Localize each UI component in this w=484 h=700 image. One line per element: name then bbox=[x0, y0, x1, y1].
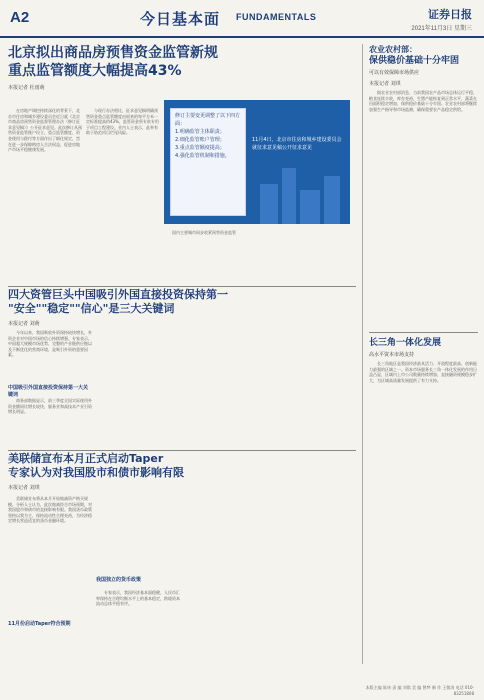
masthead bbox=[0, 0, 484, 38]
right-body-col-2 bbox=[369, 361, 479, 681]
second-byline: 本报记者 刘萌 bbox=[8, 321, 40, 327]
lead-caption: 国内主要城市同步收紧预售资金监管 bbox=[172, 230, 236, 235]
infographic-line: 修订主要变更调整了以下四方面： bbox=[175, 113, 241, 127]
third-body-text-2: 专家表示，我国经济基本面稳健，人民币汇率保持在合理均衡水平上的基本稳定，跨境资本流动总体平稳有序。 bbox=[96, 590, 180, 607]
right-column bbox=[362, 44, 478, 664]
right-body-text: 据农业农村部消息，当前我国农产品市场总体运行平稳，粮食连续丰收，库存充裕，生猪产能恢复到正常水平，蔬菜在田面积稳定增加，保供稳价基础十分牢固。农业农村部将继续加强生产指导和市场监测，确保重要农产品稳定供给。 bbox=[369, 90, 477, 112]
second-body-text: 今年以来，我国吸收外资保持较快增长，外资企业对中国市场的信心持续增强。专家表示，中国超大规模市场优势、完整的产业链供应链以及不断优化的营商环境，是吸引外资的重要因素。 bbox=[8, 330, 92, 358]
second-subhead: 中国吸引外国直接投资保持第一大关键词 bbox=[8, 385, 89, 398]
lead-headline-2[interactable]: 重点监管额度大幅提高43% bbox=[8, 63, 182, 79]
third-byline: 本报记者 刘琪 bbox=[8, 485, 40, 491]
lead-body-col-2 bbox=[86, 108, 160, 284]
third-subhead-2: 我国独立的货币政策 bbox=[96, 577, 142, 583]
right-body-text-2: 长三角地区是我国经济最具活力、开放程度最高、创新能力最强的区域之一。资本市场服务长三角一体化发展的作用日益凸显，区域内上市公司数量持续增加，直接融资规模稳步扩大，为区域高质量发展提供了有力支持。 bbox=[369, 361, 477, 383]
right-headline[interactable]: 保供稳价基础十分牢固 bbox=[369, 56, 460, 66]
section-title-en: FUNDAMENTALS bbox=[236, 12, 317, 22]
second-body-col-2 bbox=[8, 398, 92, 448]
issue-date: 2021年11月3日 星期三 bbox=[411, 26, 472, 32]
third-headline-1[interactable]: 美联储宣布本月正式启动Taper bbox=[8, 452, 164, 465]
section-title: 今日基本面 bbox=[140, 10, 221, 28]
third-headline-2[interactable]: 专家认为对我国股市和债市影响有限 bbox=[8, 466, 184, 479]
building-shape bbox=[260, 184, 278, 224]
section-divider bbox=[8, 286, 356, 287]
lead-byline: 本报记者 杜雨萌 bbox=[8, 85, 45, 91]
second-story bbox=[8, 288, 356, 327]
infographic-line: 3.重点监管额度提高； bbox=[175, 145, 225, 151]
right-subheadline-2: 高水平资本市场支持 bbox=[369, 352, 415, 358]
page-footer: 本版主编 陈炜 责 编 刘琪 美 编 曾梦 制 作 王敬涛 电话 010-83251808 bbox=[365, 685, 474, 696]
right-headline-2[interactable]: 长三角一体化发展 bbox=[369, 338, 442, 348]
lead-caption-area bbox=[164, 230, 350, 282]
lead-body-text: 在房地产调控持续深化的背景下，北京市住房和城乡建设委员会近日就《北京市商品房预售资金监督管理办法（修订征求意见稿）》公开征求意见。此次修订从预售资金监管账户设立、重点监管额度、资金使用与拨付等方面作出了细化规定，旨在进一步保障购房人合法权益，促进房地产市场平稳健康发展。 bbox=[8, 108, 82, 153]
infographic-box bbox=[170, 108, 246, 216]
second-body-col-1 bbox=[8, 330, 92, 380]
third-body-text: 美联储宣布将从本月开始缩减资产购买规模。分析人士认为，此次缩减符合市场预期，对我国股市和债市的直接影响有限。我国货币政策坚持以我为主，保持流动性合理充裕，为经济稳定增长营造适宜的货币金融环境。 bbox=[8, 496, 92, 524]
third-story bbox=[8, 452, 356, 491]
page-number: A2 bbox=[10, 9, 30, 26]
third-body-col-1 bbox=[8, 496, 92, 616]
right-divider bbox=[369, 332, 478, 333]
right-byline: 本报记者 刘琪 bbox=[369, 81, 401, 87]
building-shape bbox=[300, 190, 320, 224]
infographic-side-text: 11月4日，北京市住房和城乡建设委员会就征求意见稿公开征求意见 bbox=[252, 137, 342, 151]
building-shape bbox=[324, 176, 340, 224]
right-category: 农业农村部： bbox=[369, 45, 417, 54]
lead-headline-1[interactable]: 北京拟出商品房预售资金监管新规 bbox=[8, 45, 218, 61]
lead-body-col-1 bbox=[8, 108, 82, 284]
third-body-col-2 bbox=[96, 590, 180, 690]
building-shape bbox=[282, 168, 296, 224]
second-headline-2[interactable]: "安全""稳定""信心"是三大关键词 bbox=[8, 302, 175, 315]
infographic-line: 1.明确监管主体职责； bbox=[175, 129, 225, 135]
third-subhead: 11月份启动Taper符合预期 bbox=[8, 621, 71, 627]
lead-body-text-2: 与现行办法相比，征求意见稿明确预售资金重点监管额度由原来的每平方米一定标准提高约43%，监管资金须专款专用于项目工程建设。业内人士表示，此举有助于防范项目烂尾风险。 bbox=[86, 108, 159, 136]
section-divider bbox=[8, 450, 356, 451]
second-body-text-2: 商务部数据显示，前三季度全国实际使用外资金额同比增长较快，服务业和高技术产业引资增长明显。 bbox=[8, 398, 92, 415]
right-subheadline: 可以有效保障市场供应 bbox=[369, 70, 420, 76]
second-headline-1[interactable]: 四大资管巨头中国吸引外国直接投资保持第一 bbox=[8, 288, 228, 301]
infographic-line: 4.强化监管机制和措施。 bbox=[175, 153, 230, 159]
infographic-line: 2.细化监管账户管理； bbox=[175, 137, 225, 143]
right-body-col bbox=[369, 90, 479, 328]
lead-infographic bbox=[164, 100, 350, 224]
newspaper-brand: 证券日报 bbox=[428, 8, 472, 21]
